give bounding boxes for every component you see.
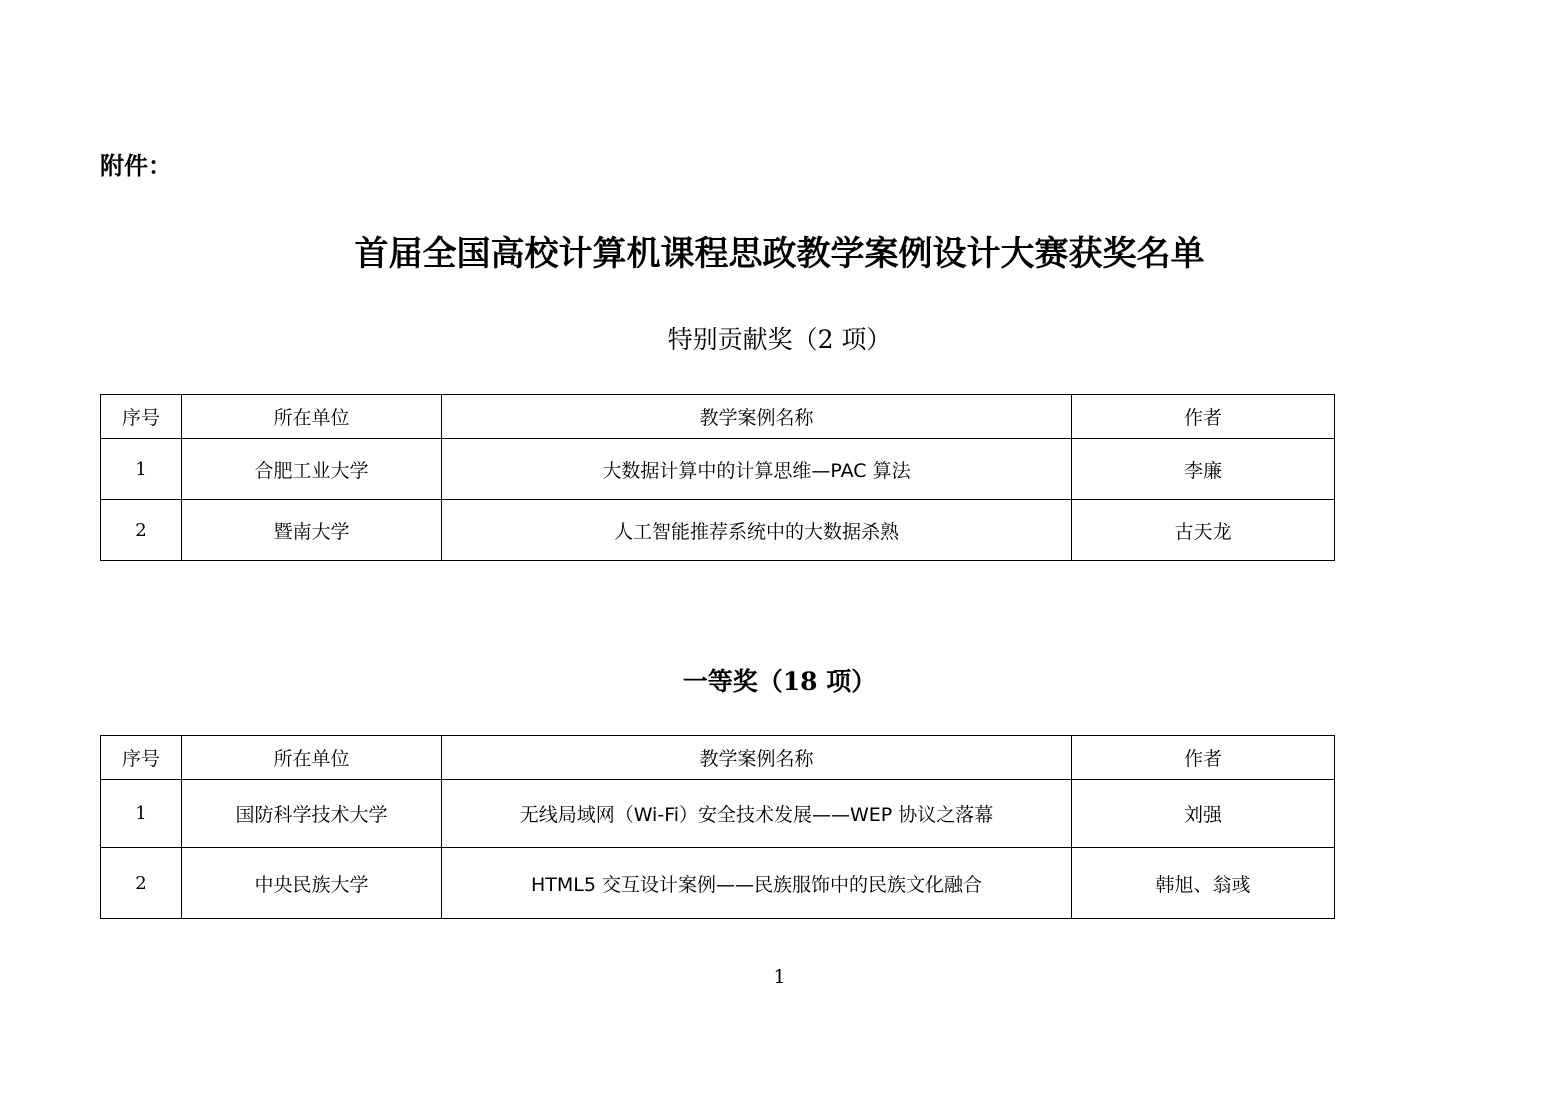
header-author: 作者 xyxy=(1072,395,1335,439)
cell-case-name: 大数据计算中的计算思维—PAC 算法 xyxy=(442,439,1072,500)
cell-no: 1 xyxy=(101,439,182,500)
page-number: 1 xyxy=(773,966,786,988)
table-row xyxy=(101,439,1335,500)
attachment-label: 附件： xyxy=(100,152,172,180)
table-row xyxy=(101,848,1335,919)
cell-author: 李廉 xyxy=(1072,439,1335,500)
table-row xyxy=(101,780,1335,848)
cell-author: 刘强 xyxy=(1072,780,1335,848)
table-row xyxy=(101,500,1335,561)
section-title-first-prize: 一等奖（18 项） xyxy=(682,667,877,696)
header-unit: 所在单位 xyxy=(182,395,442,439)
cell-no: 2 xyxy=(101,848,182,919)
cell-no: 1 xyxy=(101,780,182,848)
cell-author: 古天龙 xyxy=(1072,500,1335,561)
cell-unit: 中央民族大学 xyxy=(182,848,442,919)
cell-author: 韩旭、翁彧 xyxy=(1072,848,1335,919)
header-author: 作者 xyxy=(1072,736,1335,780)
cell-no: 2 xyxy=(101,500,182,561)
cell-case-name: 人工智能推荐系统中的大数据杀熟 xyxy=(442,500,1072,561)
table-header-row xyxy=(101,395,1335,439)
header-no: 序号 xyxy=(101,736,182,780)
header-unit: 所在单位 xyxy=(182,736,442,780)
header-case-name: 教学案例名称 xyxy=(442,395,1072,439)
header-no: 序号 xyxy=(101,395,182,439)
table-header-row xyxy=(101,736,1335,780)
special-contribution-table xyxy=(100,394,1335,561)
cell-unit: 国防科学技术大学 xyxy=(182,780,442,848)
section-title-special-contribution: 特别贡献奖（2 项） xyxy=(667,325,892,354)
cell-unit: 暨南大学 xyxy=(182,500,442,561)
document-title: 首届全国高校计算机课程思政教学案例设计大赛获奖名单 xyxy=(354,234,1205,274)
cell-unit: 合肥工业大学 xyxy=(182,439,442,500)
header-case-name: 教学案例名称 xyxy=(442,736,1072,780)
first-prize-table xyxy=(100,735,1335,919)
cell-case-name: HTML5 交互设计案例——民族服饰中的民族文化融合 xyxy=(442,848,1072,919)
cell-case-name: 无线局域网（Wi-Fi）安全技术发展——WEP 协议之落幕 xyxy=(442,780,1072,848)
